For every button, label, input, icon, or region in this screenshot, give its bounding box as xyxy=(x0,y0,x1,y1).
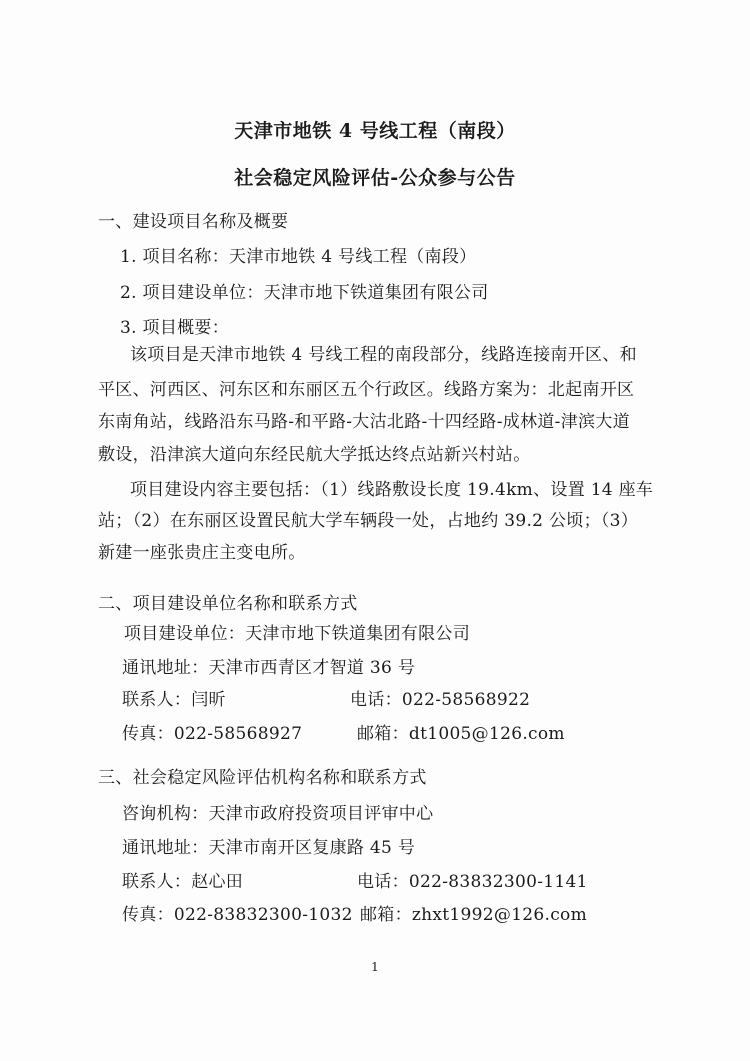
section2-contact: 联系人：闫昕 xyxy=(122,690,226,710)
section2-phone: 电话：022-58568922 xyxy=(350,690,531,710)
page-number: 1 xyxy=(371,960,379,974)
section2-address: 通讯地址：天津市西青区才智道 36 号 xyxy=(122,658,416,678)
section1-para2-line: 新建一座张贵庄主变电所。 xyxy=(98,543,306,563)
section1-item-builder: 2. 项目建设单位：天津市地下铁道集团有限公司 xyxy=(120,283,489,303)
section3-address: 通讯地址：天津市南开区复康路 45 号 xyxy=(122,838,416,858)
section1-para2-line: 站；（2）在东丽区设置民航大学车辆段一处，占地约 39.2 公顷；（3） xyxy=(98,511,639,531)
section3-fax: 传真：022-83832300-1032 xyxy=(122,905,353,925)
section2-email: 邮箱：dt1005@126.com xyxy=(357,724,565,744)
section3-email: 邮箱：zhxt1992@126.com xyxy=(360,905,588,925)
section1-para1-line: 该项目是天津市地铁 4 号线工程的南段部分，线路连接南开区、和 xyxy=(130,345,637,365)
section2-heading: 二、项目建设单位名称和联系方式 xyxy=(98,594,358,614)
section3-phone: 电话：022-83832300-1141 xyxy=(357,872,588,892)
section3-contact: 联系人：赵心田 xyxy=(122,872,244,892)
section1-para2-line: 项目建设内容主要包括：（1）线路敷设长度 19.4km、设置 14 座车 xyxy=(130,480,654,500)
section3-agency: 咨询机构：天津市政府投资项目评审中心 xyxy=(122,804,434,824)
section1-para1-line: 平区、河西区、河东区和东丽区五个行政区。线路方案为：北起南开区 xyxy=(98,380,635,400)
title-line-1: 天津市地铁 4 号线工程（南段） xyxy=(234,120,516,142)
section1-heading: 一、建设项目名称及概要 xyxy=(98,212,289,232)
section1-item-overview: 3. 项目概要： xyxy=(120,318,230,338)
section3-heading: 三、社会稳定风险评估机构名称和联系方式 xyxy=(98,768,427,788)
section1-para1-line: 东南角站，线路沿东马路-和平路-大沽北路-十四经路-成林道-津滨大道 xyxy=(98,412,630,432)
section2-unit: 项目建设单位：天津市地下铁道集团有限公司 xyxy=(124,624,470,644)
section2-fax: 传真：022-58568927 xyxy=(122,724,303,744)
title-line-2: 社会稳定风险评估-公众参与公告 xyxy=(234,167,516,189)
section1-item-project-name: 1. 项目名称：天津市地铁 4 号线工程（南段） xyxy=(120,247,477,267)
section1-para1-line: 敷设，沿津滨大道向东经民航大学抵达终点站新兴村站。 xyxy=(98,445,531,465)
